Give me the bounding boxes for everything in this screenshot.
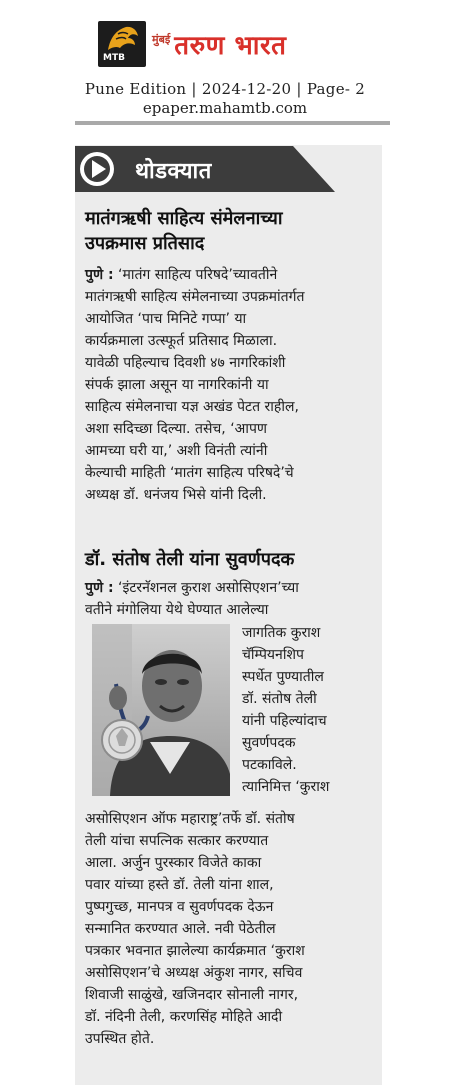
- article2-body-top: [85, 577, 299, 621]
- masthead: [98, 20, 350, 68]
- body-line: पुणे : ‘मातंग साहित्य परिषदे’च्यावतीने: [85, 267, 278, 283]
- article2-body-bottom: [85, 808, 305, 1050]
- paper-title: तरुण भारत: [174, 31, 287, 61]
- body-line: पत्रकार भवनात झालेल्या कार्यक्रमात ‘कुराश: [85, 943, 305, 959]
- tiger-emblem-icon: [104, 24, 140, 52]
- body-line: संपर्क झाला असून या नागरिकांनी या: [85, 377, 269, 393]
- headline-line: मातंगऋषी साहित्य संमेलनाच्या: [85, 208, 283, 229]
- body-line: चॅम्पियनशिप: [242, 647, 304, 663]
- body-line: अशा सदिच्छा दिल्या. तसेच, ‘आपण: [85, 421, 268, 437]
- body-line: आयोजित ‘पाच मिनिटे गप्पा’ या: [85, 311, 247, 327]
- headline-line: उपक्रमास प्रतिसाद: [85, 233, 205, 254]
- section-title: थोडक्यात: [135, 159, 212, 184]
- article1-headline: [85, 206, 283, 256]
- body-line: डॉ. संतोष तेली: [242, 691, 317, 707]
- person-photo: [92, 624, 230, 796]
- photo-image: [92, 624, 230, 796]
- body-line: आमच्या घरी या,’ अशी विनंती त्यांनी: [85, 443, 268, 459]
- body-line: सन्मानित करण्यात आले. नवी पेठेतील: [85, 921, 276, 937]
- body-line: यांनी पहिल्यांदाच: [242, 713, 327, 729]
- body-line: पटकाविले.: [242, 757, 297, 773]
- body-line: जागतिक कुराश: [242, 625, 321, 641]
- body-line: आला. अर्जुन पुरस्कार विजेते काका: [85, 855, 262, 871]
- body-line: वतीने मंगोलिया येथे घेण्यात आलेल्या: [85, 602, 269, 618]
- newspaper-logo: [98, 21, 146, 67]
- body-line: साहित्य संमेलनाचा यज्ञ अखंड पेटत राहील,: [85, 399, 299, 415]
- body-line: डॉ. नंदिनी तेली, करणसिंह मोहिते आदी: [85, 1009, 283, 1025]
- body-line: असोसिएशन’चे अध्यक्ष अंकुश नागर, सचिव: [85, 965, 303, 981]
- body-line: सुवर्णपदक: [242, 735, 296, 751]
- dateline-place: पुणे :: [85, 267, 114, 283]
- body-line: यावेळी पहिल्याच दिवशी ४७ नागरिकांशी: [85, 355, 286, 371]
- dateline-place: पुणे :: [85, 580, 114, 596]
- header-divider: [75, 121, 390, 125]
- body-line: स्पर्धेत पुण्यातील: [242, 669, 324, 685]
- body-line: त्यानिमित्त ‘कुराश: [242, 779, 330, 795]
- body-line: अध्यक्ष डॉ. धनंजय भिसे यांनी दिली.: [85, 487, 267, 503]
- article1-body: [85, 264, 304, 506]
- section-banner: [75, 146, 335, 192]
- headline-line: डॉ. संतोष तेली यांना सुवर्णपदक: [85, 549, 295, 570]
- body-line: मातंगऋषी साहित्य संमेलनाच्या उपक्रमांतर्गत: [85, 289, 305, 305]
- epaper-url: epaper.mahamtb.com: [142, 99, 308, 117]
- body-line: तेली यांचा सपत्निक सत्कार करण्यात: [85, 833, 269, 849]
- body-line: उपस्थित होते.: [85, 1031, 155, 1047]
- body-line: शिवाजी साळुंखे, खजिनदार सोनाली नागर,: [85, 987, 299, 1003]
- body-line: केल्याची माहिती ‘मातंग साहित्य परिषदे’चे: [85, 465, 294, 481]
- body-line: पुष्पगुच्छ, मानपत्र व सुवर्णपदक देऊन: [85, 899, 274, 915]
- edition-line: Pune Edition | 2024-12-20 | Page- 2: [84, 80, 366, 98]
- logo-text: MTB: [103, 53, 125, 63]
- body-line: पवार यांच्या हस्ते डॉ. तेली यांना शाल,: [85, 877, 274, 893]
- article2-headline: [85, 547, 294, 572]
- body-line: असोसिएशन ऑफ महाराष्ट्र’तर्फे डॉ. संतोष: [85, 811, 295, 827]
- body-line: पुणे : ‘इंटरनॅशनल कुराश असोसिएशन’च्या: [85, 580, 299, 596]
- body-line: कार्यक्रमाला उत्स्फूर्त प्रतिसाद मिळाला.: [85, 333, 278, 349]
- paper-name: [152, 26, 286, 62]
- article2-body-side: [242, 622, 329, 798]
- paper-city: मुंबई: [152, 33, 171, 46]
